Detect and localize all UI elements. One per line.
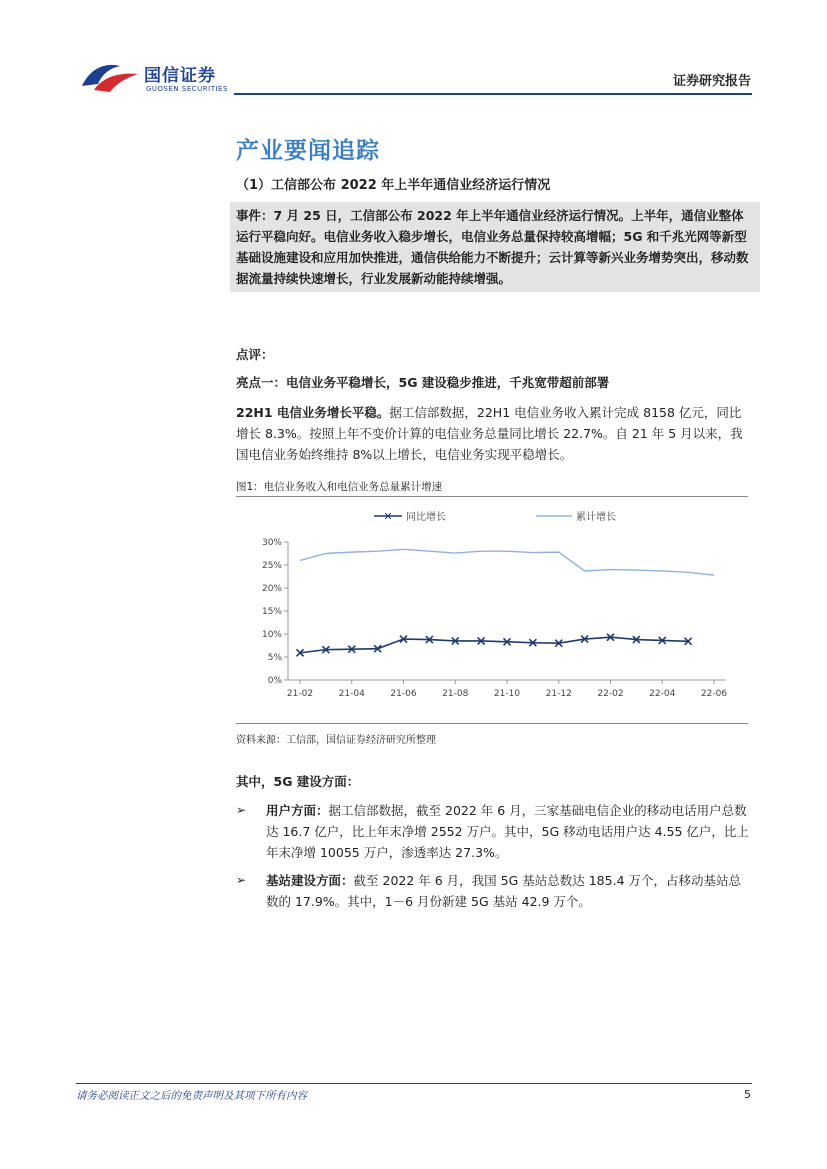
- growth-line-chart: [236, 498, 748, 722]
- footer-divider: [76, 1083, 752, 1084]
- y-tick-label: 0%: [267, 676, 282, 686]
- x-tick-label: 21-06: [390, 689, 417, 699]
- figure-top-rule: [236, 496, 748, 497]
- news-title: （1）工信部公布 2022 年上半年通信业经济运行情况: [236, 178, 551, 193]
- series-line-cumulative: [300, 549, 714, 575]
- chart-series: [297, 549, 715, 656]
- bullet-arrow-icon: ➢: [236, 803, 247, 817]
- paragraph-telecom-growth: [236, 402, 752, 465]
- guosen-logo-icon: [80, 56, 140, 96]
- x-tick-label: 21-02: [286, 689, 314, 699]
- highlight-heading: 亮点一：电信业务平稳增长，5G 建设稳步推进，千兆宽带超前部署: [236, 375, 610, 390]
- bullet-body: 截至 2022 年 6 月，我国 5G 基站总数达 185.4 万个，占移动基站总数的 17.9%。其中，1－6 月份新建 5G 基站 42.9 万个。: [266, 873, 741, 909]
- x-tick-label: 22-02: [597, 689, 624, 699]
- logo-text-en: GUOSEN SECURITIES: [146, 85, 228, 93]
- legend-label-yoy: 同比增长: [406, 512, 446, 523]
- figure-bottom-rule: [236, 723, 748, 724]
- paragraph-body: 据工信部数据，22H1 电信业务收入累计完成 8158 亿元，同比增长 8.3%。按照上年不变价计算的电信业务总量同比增长 22.7%。自 21 年 5 月以来，我国电信业务始终维持 8%以上增长，电信业务实现平稳增长。: [236, 405, 743, 462]
- x-tick-label: 21-12: [545, 689, 572, 699]
- page-number: 5: [744, 1088, 751, 1101]
- y-tick-label: 25%: [261, 561, 282, 571]
- x-tick-label: 21-04: [338, 689, 365, 699]
- event-summary: 事件：7 月 25 日，工信部公布 2022 年上半年通信业经济运行情况。上半年，通信业整体运行平稳向好。电信业务收入稳步增长，电信业务总量保持较高增幅；5G 和千兆光网等新型基础设施建设和应用加快推进，通信供给能力不断提升；云计算等新兴业务增势突出，移动数据流量持续快速增长，行业发展新动能持续增强。: [230, 202, 760, 292]
- bullet-users: [236, 800, 752, 863]
- comment-label: 点评：: [236, 347, 274, 362]
- chart-axes: [262, 538, 727, 699]
- x-tick-label: 22-04: [649, 689, 676, 699]
- y-tick-label: 30%: [261, 538, 282, 548]
- bullet-lead: 用户方面：: [266, 803, 329, 818]
- bullet-arrow-icon: ➢: [236, 873, 247, 887]
- series-line-yoy: [300, 637, 688, 653]
- section-title: 产业要闻追踪: [236, 138, 380, 164]
- chart-legend: [374, 510, 616, 523]
- figure-caption: 图1：电信业务收入和电信业务总量累计增速: [236, 481, 443, 493]
- bullet-body: 据工信部数据，截至 2022 年 6 月，三家基础电信企业的移动电话用户总数达 16.7 亿户，比上年末净增 2552 万户。其中，5G 移动电话用户达 4.55 亿户，比上年末净增 10055 万户，渗透率达 27.3%。: [266, 803, 749, 860]
- logo-text-cn: 国信证券: [144, 66, 216, 86]
- bullet-base-stations: [236, 870, 752, 912]
- y-tick-label: 15%: [261, 607, 282, 617]
- x-tick-label: 21-10: [493, 689, 521, 699]
- legend-label-cumulative: 累计增长: [576, 512, 616, 523]
- y-tick-label: 10%: [261, 630, 282, 640]
- y-tick-label: 20%: [261, 584, 282, 594]
- report-type-label: 证券研究报告: [672, 74, 751, 89]
- y-tick-label: 5%: [267, 653, 282, 663]
- figure-source: 资料来源：工信部，国信证券经济研究所整理: [236, 735, 436, 746]
- bullet-lead: 基站建设方面：: [266, 873, 354, 888]
- x-tick-label: 22-06: [700, 689, 728, 699]
- legend-marker-yoy: ✕: [383, 510, 393, 523]
- paragraph-lead: 22H1 电信业务增长平稳。: [236, 405, 390, 420]
- footer-disclaimer: 请务必阅读正文之后的免责声明及其项下所有内容: [76, 1090, 307, 1102]
- sub-heading-5g: 其中，5G 建设方面：: [236, 774, 360, 789]
- header-divider: [234, 93, 752, 95]
- x-tick-label: 21-08: [442, 689, 469, 699]
